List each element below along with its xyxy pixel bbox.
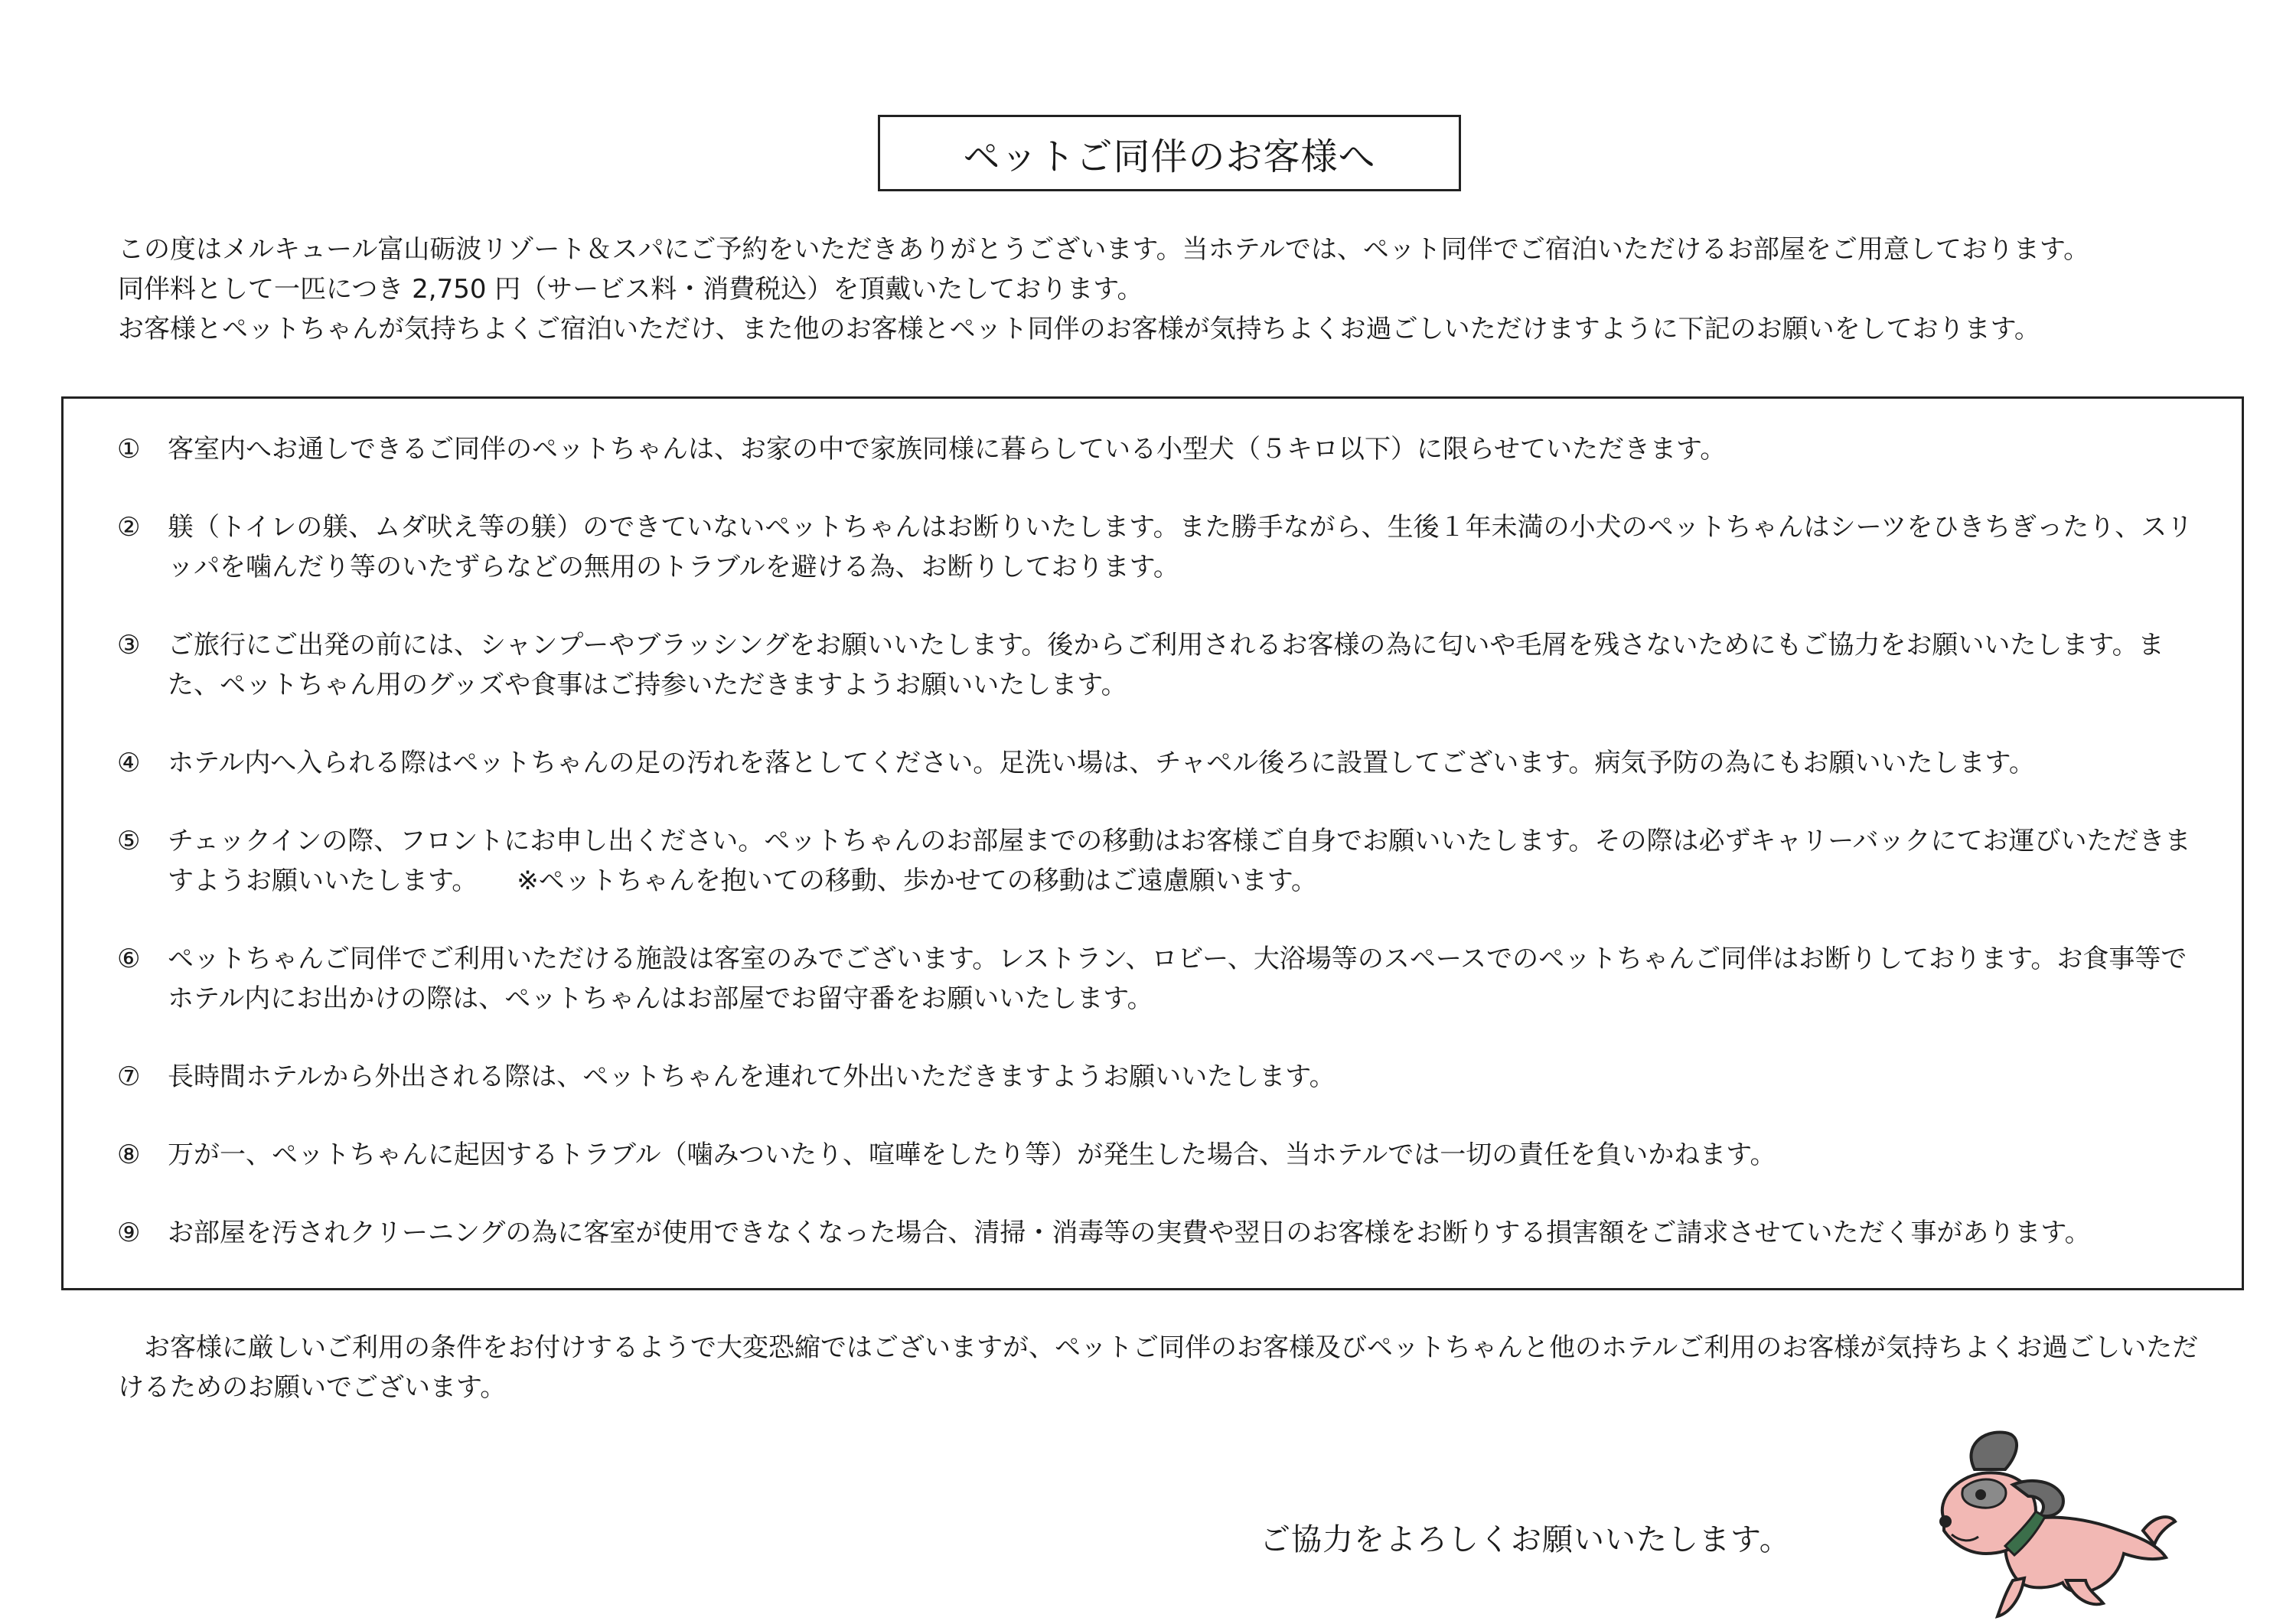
rule-text: ペットちゃんご同伴でご利用いただける施設は客室のみでございます。レストラン、ロビー、大浴場等のスペースでのペットちゃんご同伴はお断りしております。お食事等でホテル内にお出かけの際は、ペットちゃんはお部屋でお留守番をお願いいたします。 [168, 944, 2187, 1014]
dog-illustration [1890, 1416, 2181, 1624]
rule-number: ⑨ [117, 1218, 141, 1248]
closing-text: お客様に厳しいご利用の条件をお付けするようで大変恐縮ではございますが、ペットご同伴のお客様及びペットちゃんと他のホテルご利用のお客様が気持ちよくお過ごしいただけるためのお願いでございます。 [118, 1332, 2199, 1403]
rule-item [117, 625, 2199, 705]
rule-number: ② [117, 512, 141, 543]
thanks-text: ご協力をよろしくお願いいたします。 [1260, 1522, 1791, 1557]
rule-item [117, 1135, 2199, 1175]
dog-tail-icon [2143, 1517, 2175, 1544]
rule-number: ④ [117, 748, 141, 778]
rule-text: 万が一、ペットちゃんに起因するトラブル（噛みついたり、喧嘩をしたり等）が発生した場合、当ホテルでは一切の責任を負いかねます。 [168, 1140, 1776, 1170]
rule-item [117, 1057, 2199, 1097]
rule-item [117, 507, 2199, 587]
rule-number: ⑤ [117, 826, 141, 856]
rules-list [117, 429, 2199, 1291]
rule-text: 客室内へお通しできるご同伴のペットちゃんは、お家の中で家族同様に暮らしている小型犬（５キロ以下）に限らせていただきます。 [168, 434, 1727, 465]
rule-number: ① [117, 434, 141, 465]
rule-number: ⑧ [117, 1140, 141, 1170]
rule-text: チェックインの際、フロントにお申し出ください。ペットちゃんのお部屋までの移動はお客様ご自身でお願いいたします。その際は必ずキャリーバックにてお運びいただきますようお願いいたします。 ※ペットちゃんを抱いての移動、歩かせての移動はご遠慮願います。 [168, 826, 2191, 896]
dog-ear-back-icon [1971, 1433, 2017, 1469]
intro-line: この度はメルキュール富山砺波リゾート＆スパにご予約をいただきありがとうございます。当ホテルでは、ペット同伴でご宿泊いただけるお部屋をご用意しております。 [118, 234, 2090, 265]
rule-text: お部屋を汚されクリーニングの為に客室が使用できなくなった場合、清掃・消毒等の実費や翌日のお客様をお断りする損害額をご請求させていただく事があります。 [168, 1218, 2091, 1248]
rule-item [117, 743, 2199, 783]
dog-nose-icon [1939, 1515, 1952, 1528]
rule-text: 躾（トイレの躾、ムダ吠え等の躾）のできていないペットちゃんはお断りいたします。また勝手ながら、生後１年未満の小犬のペットちゃんはシーツをひきちぎったり、スリッパを噛んだり等のいたずらなどの無用のトラブルを避ける為、お断りしております。 [168, 512, 2193, 582]
dog-leg-icon [1998, 1578, 2024, 1616]
rule-number: ⑦ [117, 1061, 141, 1092]
rule-item [117, 1213, 2199, 1253]
rule-item [117, 429, 2199, 469]
rule-number: ⑥ [117, 944, 141, 974]
dog-eye-icon [1975, 1489, 1986, 1500]
rule-text: 長時間ホテルから外出される際は、ペットちゃんを連れて外出いただきますようお願いいたします。 [168, 1061, 1336, 1092]
rule-item [117, 939, 2199, 1019]
intro-line: 同伴料として一匹につき 2,750 円（サービス料・消費税込）を頂戴いたしております。 [118, 274, 1143, 305]
rule-item [117, 821, 2199, 901]
page-title: ペットご同伴のお客様へ [878, 115, 1461, 191]
intro-line: お客様とペットちゃんが気持ちよくご宿泊いただけ、また他のお客様とペット同伴のお客様が気持ちよくお過ごしいただけますように下記のお願いをしております。 [118, 314, 2040, 344]
rule-text: ホテル内へ入られる際はペットちゃんの足の汚れを落としてください。足洗い場は、チャペル後ろに設置してございます。病気予防の為にもお願いいたします。 [168, 748, 2035, 778]
rules-box [61, 396, 2244, 1290]
rule-number: ③ [117, 630, 141, 660]
rule-text: ご旅行にご出発の前には、シャンプーやブラッシングをお願いいたします。後からご利用されるお客様の為に匂いや毛屑を残さないためにもご協力をお願いいたします。また、ペットちゃん用のグッズや食事はご持参いただきますようお願いいたします。 [168, 630, 2164, 700]
intro-text [118, 230, 2200, 349]
